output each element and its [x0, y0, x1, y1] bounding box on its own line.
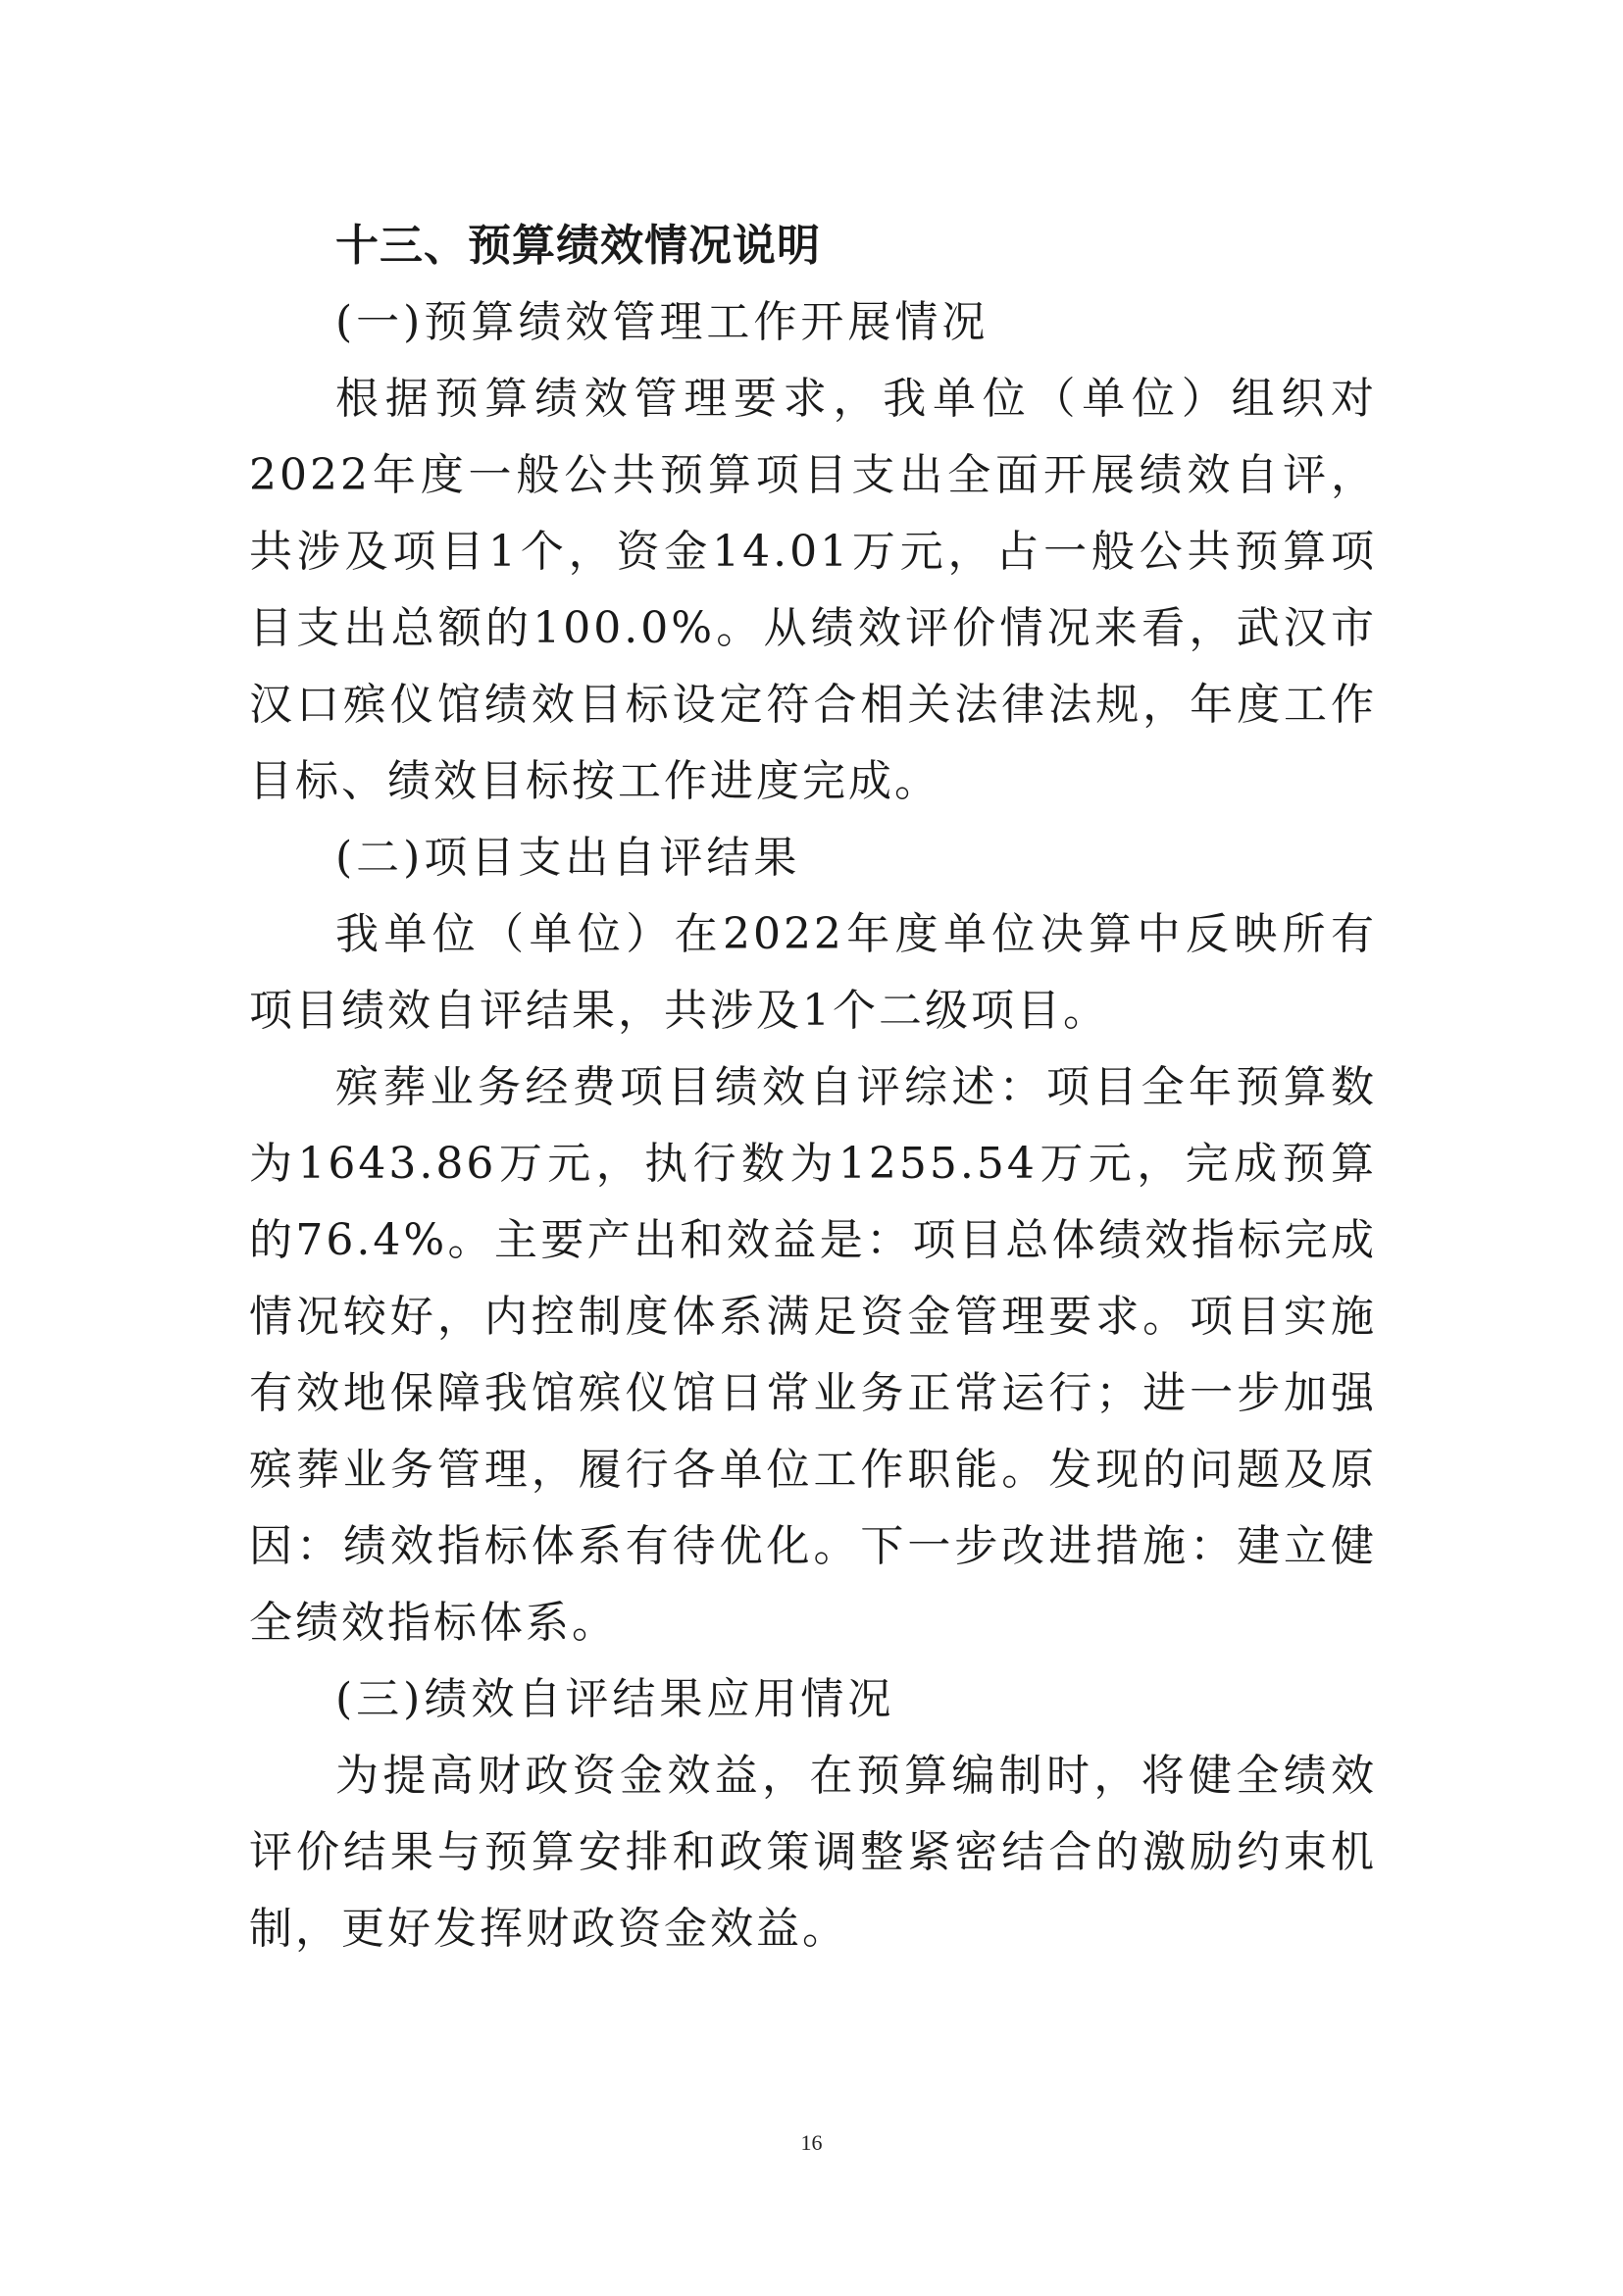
subheading-2: (二)项目支出自评结果: [335, 833, 801, 883]
paragraph-2: 我单位（单位）在2022年度单位决算中反映所有项目绩效自评结果，共涉及1个二级项目。: [249, 909, 1377, 1036]
page-number: 16: [800, 2130, 823, 2155]
paragraph-3: 殡葬业务经费项目绩效自评综述：项目全年预算数为1643.86万元，执行数为1255.54万元，完成预算的76.4%。主要产出和效益是：项目总体绩效指标完成情况较好，内控制度体系满足资金管理要求。项目实施有效地保障我馆殡仪馆日常业务正常运行；进一步加强殡葬业务管理，履行各单位工作职能。发现的问题及原因：绩效指标体系有待优化。下一步改进措施：建立健全绩效指标体系。: [249, 1062, 1377, 1648]
section-title: 十三、预算绩效情况说明: [335, 221, 821, 271]
paragraph-1: 根据预算绩效管理要求，我单位（单位）组织对2022年度一般公共预算项目支出全面开展绩效自评，共涉及项目1个，资金14.01万元，占一般公共预算项目支出总额的100.0%。从绩效评价情况来看，武汉市汉口殡仪馆绩效目标设定符合相关法律法规，年度工作目标、绩效目标按工作进度完成。: [249, 374, 1377, 806]
subheading-3: (三)绩效自评结果应用情况: [335, 1674, 895, 1724]
document-body: [249, 208, 1377, 1967]
paragraph-4: 为提高财政资金效益，在预算编制时，将健全绩效评价结果与预算安排和政策调整紧密结合的激励约束机制，更好发挥财政资金效益。: [249, 1751, 1377, 1954]
subheading-1: (一)预算绩效管理工作开展情况: [335, 297, 989, 347]
